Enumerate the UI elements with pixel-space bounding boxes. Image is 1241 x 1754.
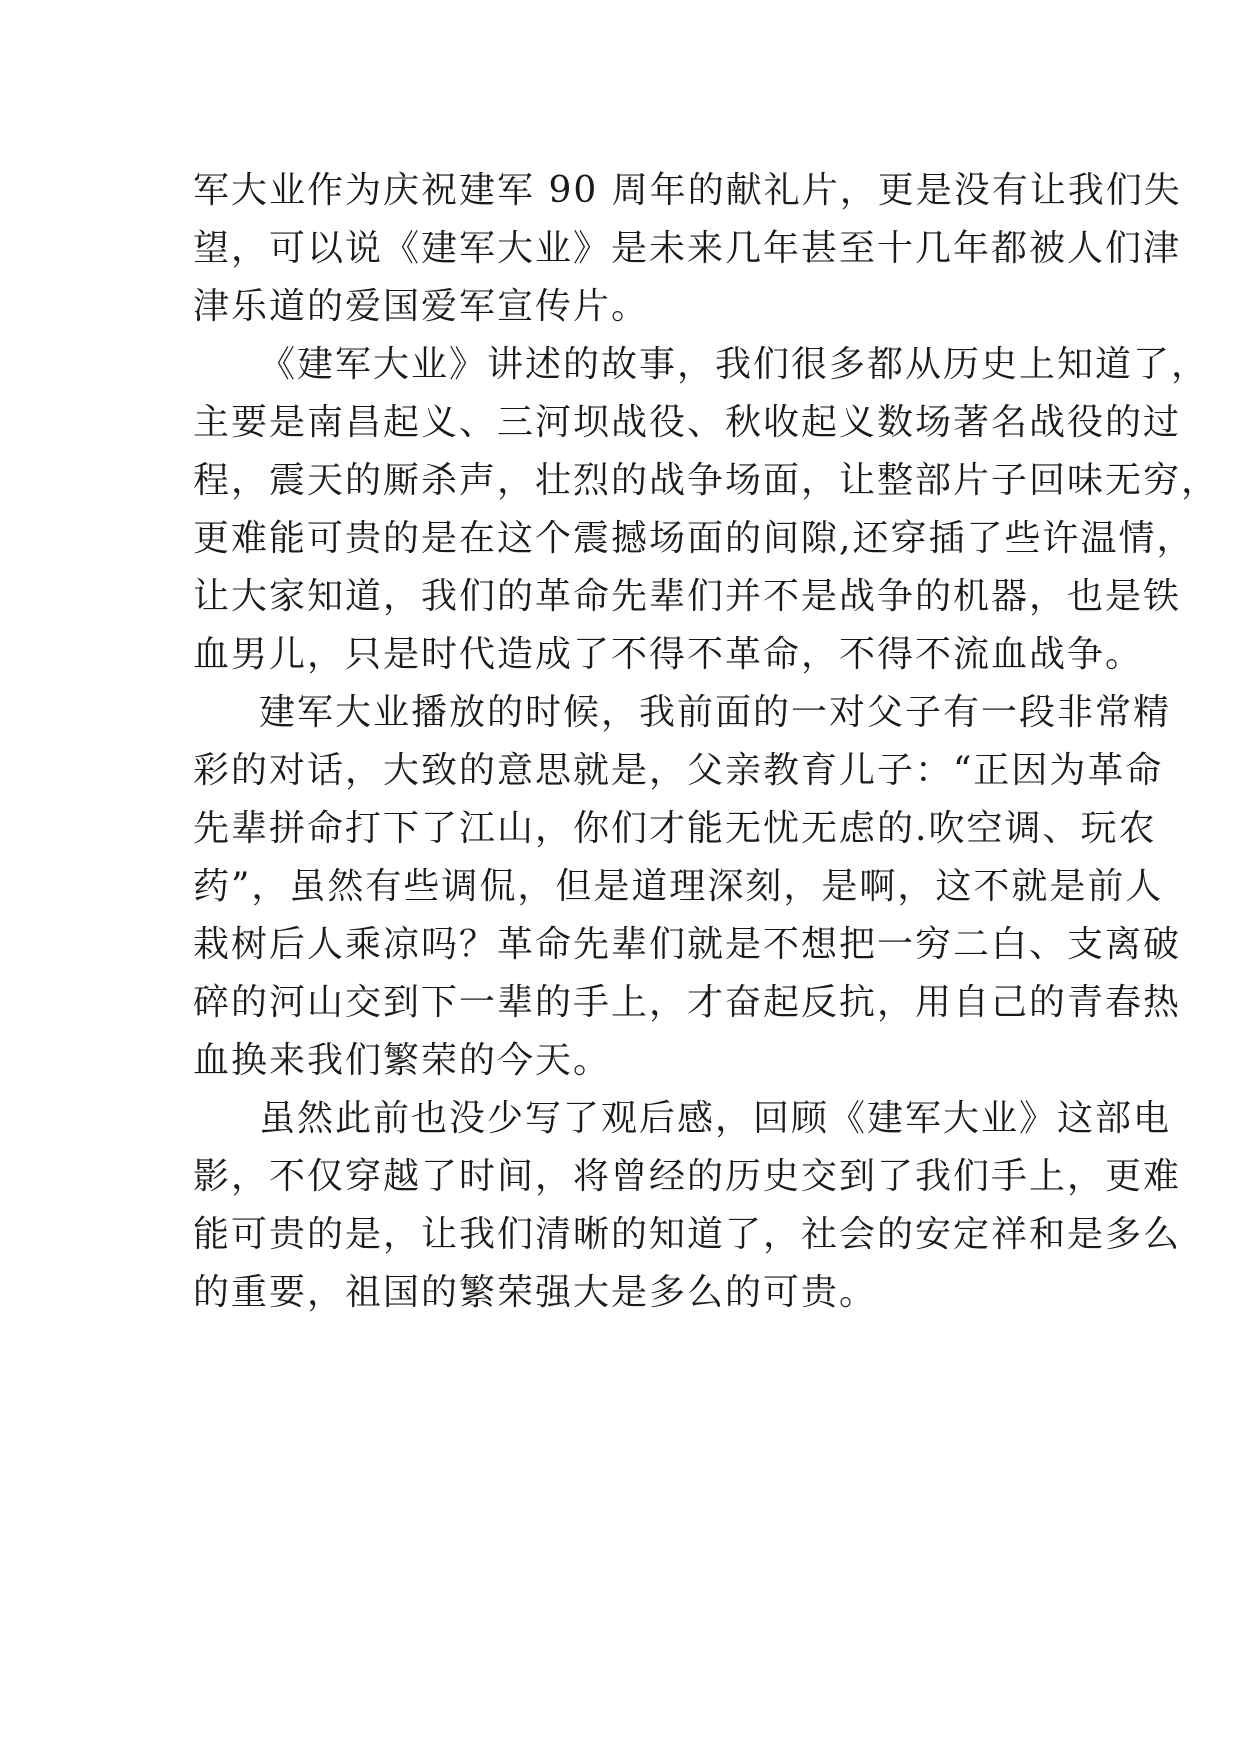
text-line: 让大家知道，我们的革命先辈们并不是战争的机器，也是铁 bbox=[193, 576, 1182, 617]
text-line: 先辈拼命打下了江山，你们才能无忧无虑的.吹空调、玩农 bbox=[193, 808, 1157, 849]
text-line: 彩的对话，大致的意思就是，父亲教育儿子：“正因为革命 bbox=[193, 750, 1164, 791]
text-line: 津乐道的爱国爱军宣传片。 bbox=[193, 286, 650, 327]
text-line: 更难能可贵的是在这个震撼场面的间隙,还穿插了些许温情， bbox=[193, 518, 1195, 559]
paragraph-start-line: 虽然此前也没少写了观后感，回顾《建军大业》这部电 bbox=[259, 1098, 1172, 1139]
text-line: 军大业作为庆祝建军 90 周年的献礼片，更是没有让我们失 bbox=[193, 170, 1182, 211]
text-line: 能可贵的是，让我们清晰的知道了，社会的安定祥和是多么 bbox=[193, 1214, 1182, 1255]
article-body bbox=[193, 162, 1220, 1322]
text-line: 主要是南昌起义、三河坝战役、秋收起义数场著名战役的过 bbox=[193, 402, 1182, 443]
text-line: 碎的河山交到下一辈的手上，才奋起反抗，用自己的青春热 bbox=[193, 982, 1182, 1023]
text-line: 望，可以说《建军大业》是未来几年甚至十几年都被人们津 bbox=[193, 228, 1182, 269]
text-line: 血男儿，只是时代造成了不得不革命，不得不流血战争。 bbox=[193, 634, 1144, 675]
text-line: 的重要，祖国的繁荣强大是多么的可贵。 bbox=[193, 1272, 878, 1313]
text-line: 药”，虽然有些调侃，但是道理深刻，是啊，这不就是前人 bbox=[193, 866, 1164, 907]
text-line: 血换来我们繁荣的今天。 bbox=[193, 1040, 612, 1081]
text-line: 栽树后人乘凉吗？革命先辈们就是不想把一穷二白、支离破 bbox=[193, 924, 1182, 965]
text-line: 程，震天的厮杀声，壮烈的战争场面，让整部片子回味无穷， bbox=[193, 460, 1220, 501]
paragraph-start-line: 建军大业播放的时候，我前面的一对父子有一段非常精 bbox=[259, 692, 1172, 733]
text-line: 影，不仅穿越了时间，将曾经的历史交到了我们手上，更难 bbox=[193, 1156, 1182, 1197]
paragraph-start-line: 《建军大业》讲述的故事，我们很多都从历史上知道了， bbox=[259, 344, 1210, 385]
